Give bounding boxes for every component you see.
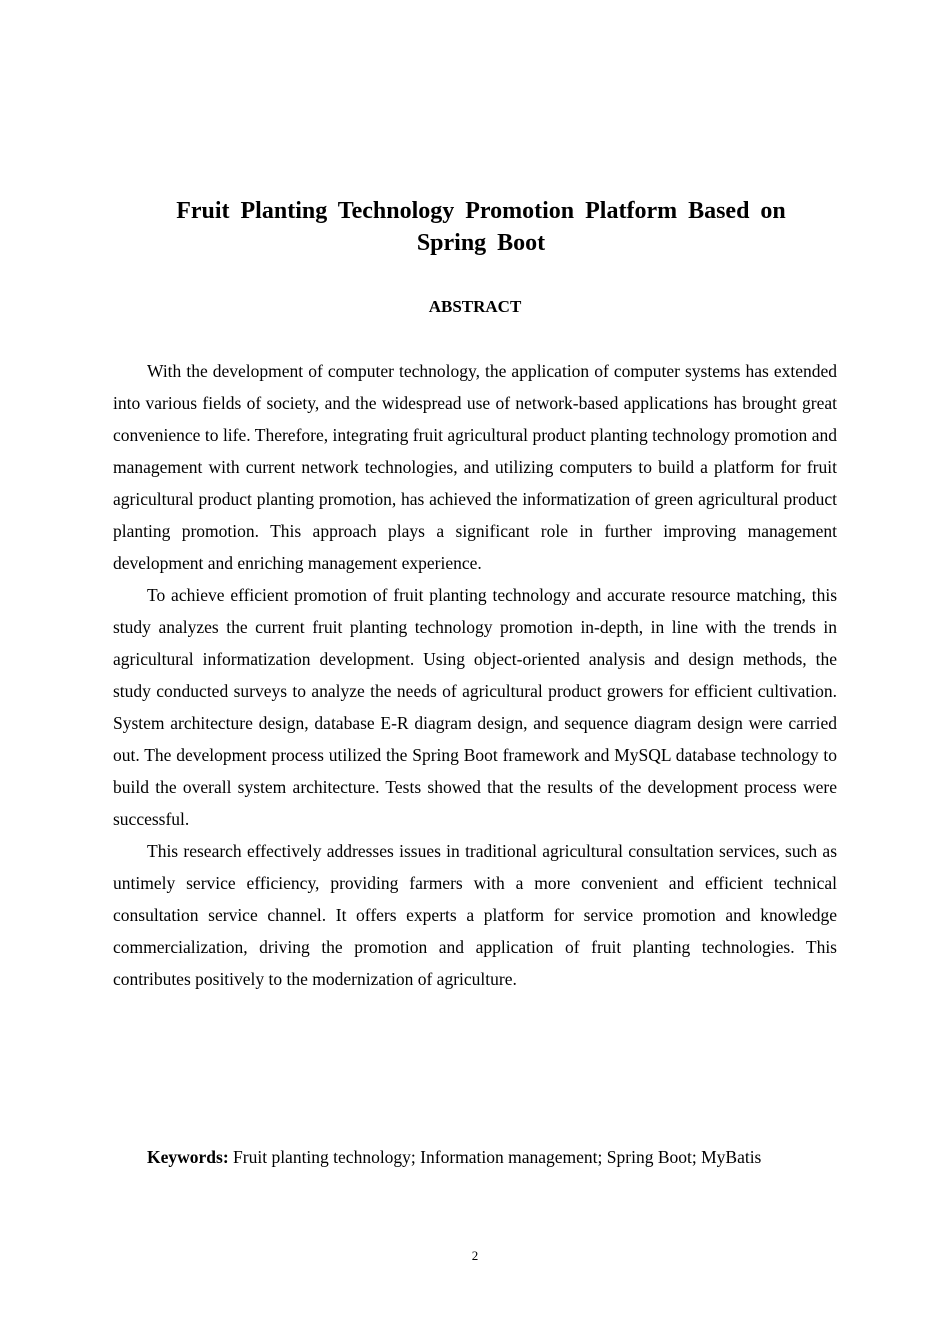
- keywords-label: Keywords:: [147, 1147, 229, 1167]
- page-number: 2: [471, 1248, 479, 1263]
- abstract-paragraph-3: This research effectively addresses issues in traditional agricultural consultation services, such as untimely service efficiency, providing farmers with a more convenient and efficient technical consultation service channel. It offers experts a platform for service promotion and knowledge commercialization, driving the promotion and application of fruit planting technologies. This contributes positively to the modernization of agriculture.: [113, 841, 837, 989]
- keywords-text: Fruit planting technology; Information management; Spring Boot; MyBatis: [228, 1147, 762, 1167]
- abstract-paragraph-2: To achieve efficient promotion of fruit planting technology and accurate resource matching, this study analyzes the current fruit planting technology promotion in-depth, in line with the trends in agricultural informatization development. Using object-oriented analysis and design methods, the study conducted surveys to analyze the needs of agricultural product growers for efficient cultivation. System architecture design, database E-R diagram design, and sequence diagram design were carried out. The development process utilized the Spring Boot framework and MySQL database technology to build the overall system architecture. Tests showed that the results of the development process were successful.: [113, 585, 837, 829]
- abstract-paragraph-1: With the development of computer technology, the application of computer systems has extended into various fields of society, and the widespread use of network-based applications has brought great convenience to life. Therefore, integrating fruit agricultural product planting technology promotion and management with current network technologies, and utilizing computers to build a platform for fruit agricultural product planting promotion, has achieved the informatization of green agricultural product planting promotion. This approach plays a significant role in further improving management development and enriching management experience.: [113, 361, 837, 573]
- abstract-body: [113, 355, 837, 995]
- keywords-line: [113, 1142, 837, 1172]
- paper-title: Fruit Planting Technology Promotion Platform Based on Spring Boot: [176, 198, 786, 256]
- abstract-heading: ABSTRACT: [428, 297, 522, 316]
